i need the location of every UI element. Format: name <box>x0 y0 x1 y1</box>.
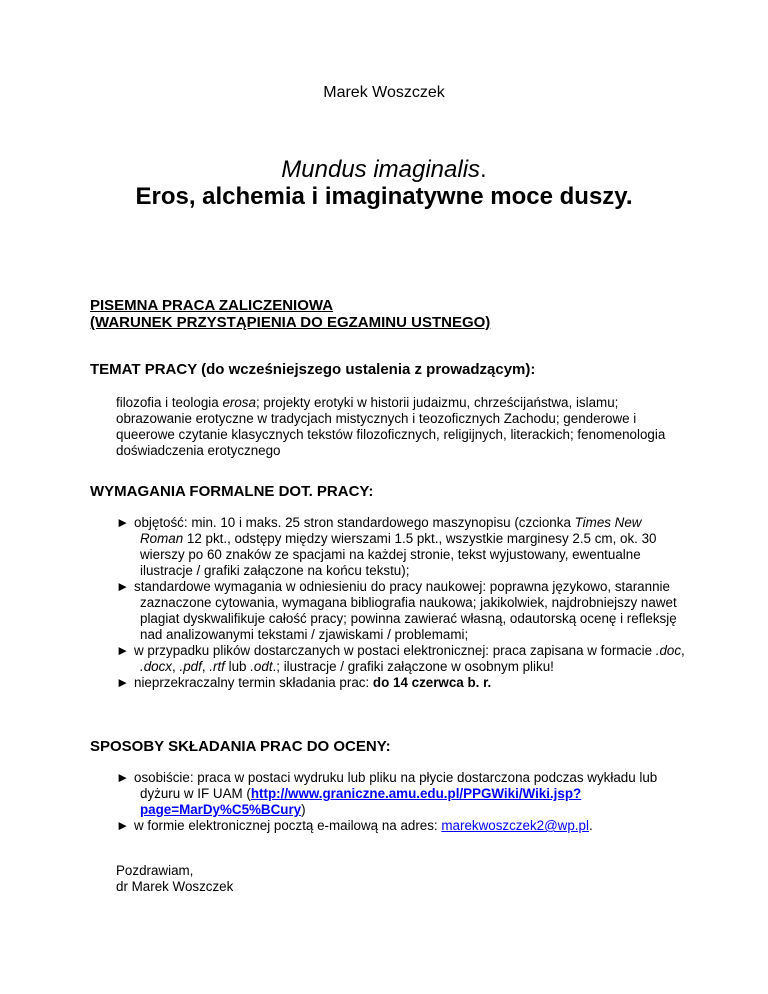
separator: , <box>172 659 180 674</box>
title-main: Mundus imaginalis <box>281 156 481 183</box>
item-text: .; ilustracje / grafiki załączone w osobnym pliku! <box>272 659 554 674</box>
title-line-1 <box>0 156 768 184</box>
item-text: w formie elektronicznej pocztą e-mailową na adres: <box>134 818 442 833</box>
topic-text-part: filozofia i teologia <box>116 395 223 410</box>
format-docx: .docx <box>140 659 173 674</box>
bullet-icon: ► <box>116 770 130 785</box>
format-rtf: .rtf <box>209 659 225 674</box>
bullet-icon: ► <box>116 675 130 690</box>
item-text: ) <box>301 802 306 817</box>
item-text: standardowe wymagania w odniesieniu do pracy naukowej: poprawna językowo, starannie zaznaczone cytowania, wymagana bibliografia naukowa; jakikolwiek, najdrobniejszy nawet plagiat dyskwalifikuje całość pracy; powinna zawierać własną, odautorską ocenę i refleksję nad analizowanymi tekstami / zjawiskami / problemami; <box>134 579 677 642</box>
bullet-icon: ► <box>116 579 130 594</box>
item-text: objętość: min. 10 i maks. 25 stron standardowego maszynopisu (czcionka <box>134 515 575 530</box>
format-odt: .odt <box>250 659 273 674</box>
list-item <box>116 675 686 691</box>
separator: , <box>201 659 210 674</box>
office-hours-link[interactable]: http://www.graniczne.amu.edu.pl/PPGWiki/Wiki.jsp?page=MarDy%C5%BCury <box>140 786 582 817</box>
closing <box>116 863 233 895</box>
bullet-icon: ► <box>116 643 130 658</box>
greeting: Pozdrawiam, <box>116 863 194 878</box>
title-line-2: Eros, alchemia i imaginatywne moce duszy. <box>135 183 633 210</box>
topic-eros: erosa <box>222 395 256 410</box>
submit-heading: SPOSOBY SKŁADANIA PRAC DO OCENY: <box>90 738 391 755</box>
formal-requirements-list <box>116 515 686 691</box>
bullet-icon: ► <box>116 515 130 530</box>
author-name: Marek Woszczek <box>323 84 445 101</box>
list-item <box>116 579 686 643</box>
separator: lub <box>224 659 251 674</box>
list-item <box>116 643 686 675</box>
submission-methods-list <box>116 770 686 834</box>
deadline: do 14 czerwca b. r. <box>372 675 492 690</box>
signature: dr Marek Woszczek <box>116 879 234 894</box>
format-pdf: .pdf <box>179 659 202 674</box>
item-text: nieprzekraczalny termin składania prac: <box>134 675 373 690</box>
bullet-icon: ► <box>116 818 130 833</box>
formal-heading: WYMAGANIA FORMALNE DOT. PRACY: <box>90 483 374 500</box>
item-text: 12 pkt., odstępy między wierszami 1.5 pkt., wszystkie marginesy 2.5 cm, ok. 30 wierszy po 60 znaków ze spacjami na każdej stronie, tekst wyjustowany, ewentualne ilustracje / grafiki załączone na końcu tekstu); <box>140 531 657 578</box>
list-item <box>116 515 686 579</box>
topic-text-part: ; projekty erotyki w historii judaizmu, chrześcijaństwa, islamu; obrazowanie erotyczne w tradycjach mistycznych i teozoficznych Zachodu; genderowe i queerowe czytanie klasycznych tekstów filozoficznych, religijnych, literackich; fenomenologia doświadczenia erotycznego <box>116 395 666 458</box>
topic-text <box>116 395 676 459</box>
email-link[interactable]: marekwoszczek2@wp.pl <box>441 818 589 833</box>
notice-heading <box>90 297 490 331</box>
font-name: Times New Roman <box>140 515 642 546</box>
notice-line-2: (WARUNEK PRZYSTĄPIENIA DO EGZAMINU USTNEGO) <box>90 314 491 331</box>
list-item <box>116 818 686 834</box>
item-text: . <box>588 818 593 833</box>
separator: , <box>681 643 685 658</box>
item-text: osobiście: praca w postaci wydruku lub pliku na płycie dostarczona podczas wykładu lub dyżuru w IF UAM ( <box>134 770 658 801</box>
title-dot: . <box>480 156 487 183</box>
list-item <box>116 770 686 818</box>
notice-line-1: PISEMNA PRACA ZALICZENIOWA <box>90 297 334 314</box>
format-doc: .doc <box>655 643 682 658</box>
topic-heading: TEMAT PRACY (do wcześniejszego ustalenia z prowadzącym): <box>90 361 536 378</box>
item-text: w przypadku plików dostarczanych w postaci elektronicznej: praca zapisana w formacie <box>134 643 656 658</box>
